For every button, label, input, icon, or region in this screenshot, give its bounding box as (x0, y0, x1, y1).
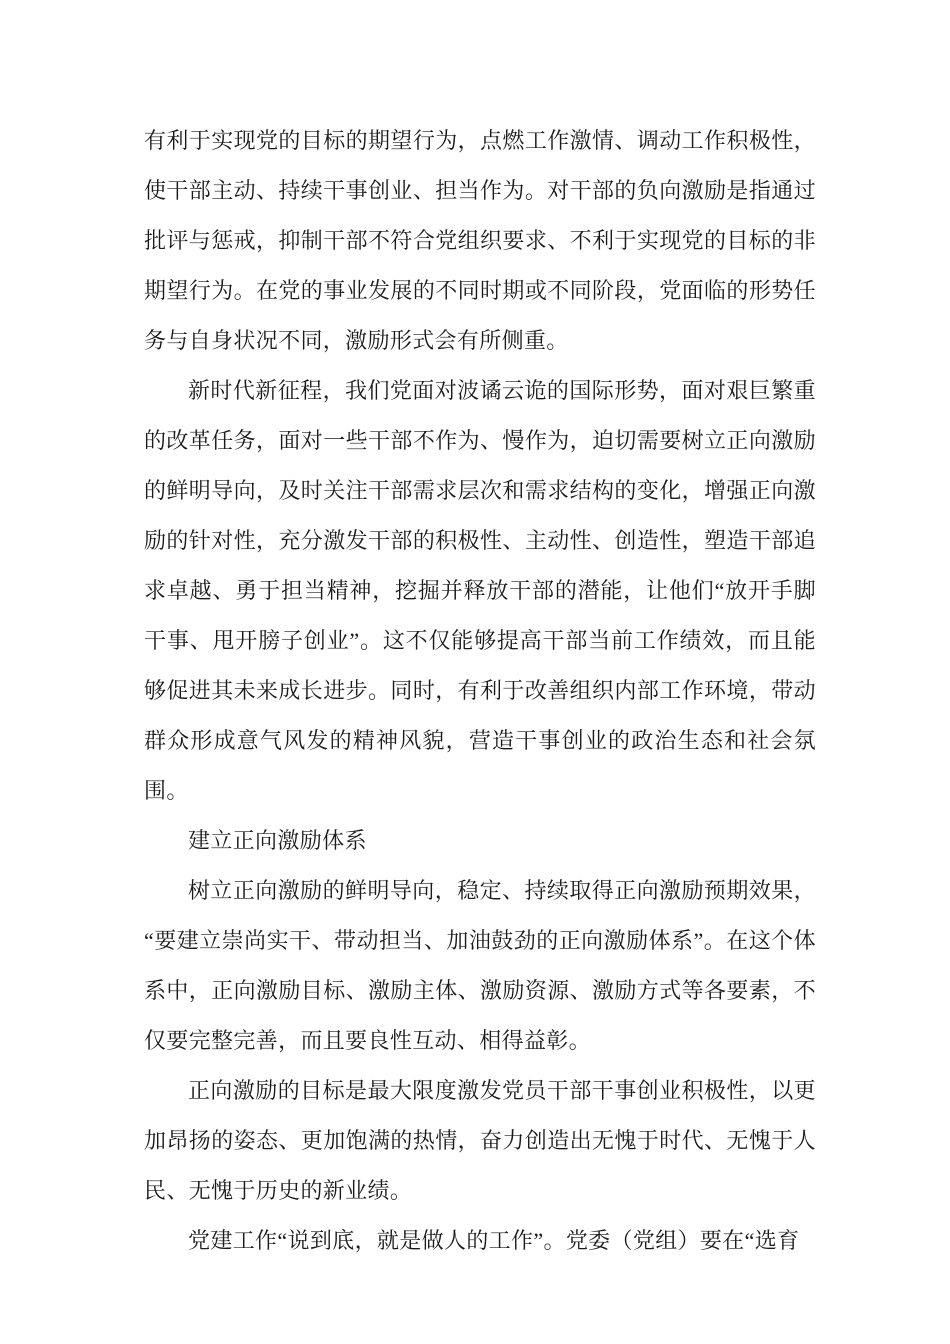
paragraph-incentive-goal: 正向激励的目标是最大限度激发党员干部干事创业积极性，以更加昂扬的姿态、更加饱满的热情，奋力创造出无愧于时代、无愧于人民、无愧于历史的新业绩。 (144, 1078, 816, 1203)
paragraph-expectation-behavior: 有利于实现党的目标的期望行为，点燃工作激情、调动工作积极性，使干部主动、持续干事创业、担当作为。对干部的负向激励是指通过批评与惩戒，抑制干部不符合党组织要求、不利于实现党的目标的非期望行为。在党的事业发展的不同时期或不同阶段，党面临的形势任务与自身状况不同，激励形式会有所侧重。 (144, 128, 816, 353)
paragraph-incentive-system-elements: 树立正向激励的鲜明导向，稳定、持续取得正向激励预期效果，“要建立崇尚实干、带动担当、加油鼓劲的正向激励体系”。在这个体系中，正向激励目标、激励主体、激励资源、激励方式等各要素，不仅要完整完善，而且要良性互动、相得益彰。 (144, 878, 816, 1053)
paragraph-new-era-incentive: 新时代新征程，我们党面对波谲云诡的国际形势，面对艰巨繁重的改革任务，面对一些干部不作为、慢作为，迫切需要树立正向激励的鲜明导向，及时关注干部需求层次和需求结构的变化，增强正向激励的针对性，充分激发干部的积极性、主动性、创造性，塑造干部追求卓越、勇于担当精神，挖掘并释放干部的潜能，让他们“放开手脚干事、甩开膀子创业”。这不仅能够提高干部当前工作绩效，而且能够促进其未来成长进步。同时，有利于改善组织内部工作环境，带动群众形成意气风发的精神风貌，营造干事创业的政治生态和社会氛围。 (144, 378, 816, 803)
document-body (144, 116, 816, 1266)
section-heading-incentive-system: 建立正向激励体系 (188, 828, 367, 853)
paragraph-party-building-truncated: 党建工作“说到底，就是做人的工作”。党委（党组）要在“选育 (188, 1228, 800, 1253)
